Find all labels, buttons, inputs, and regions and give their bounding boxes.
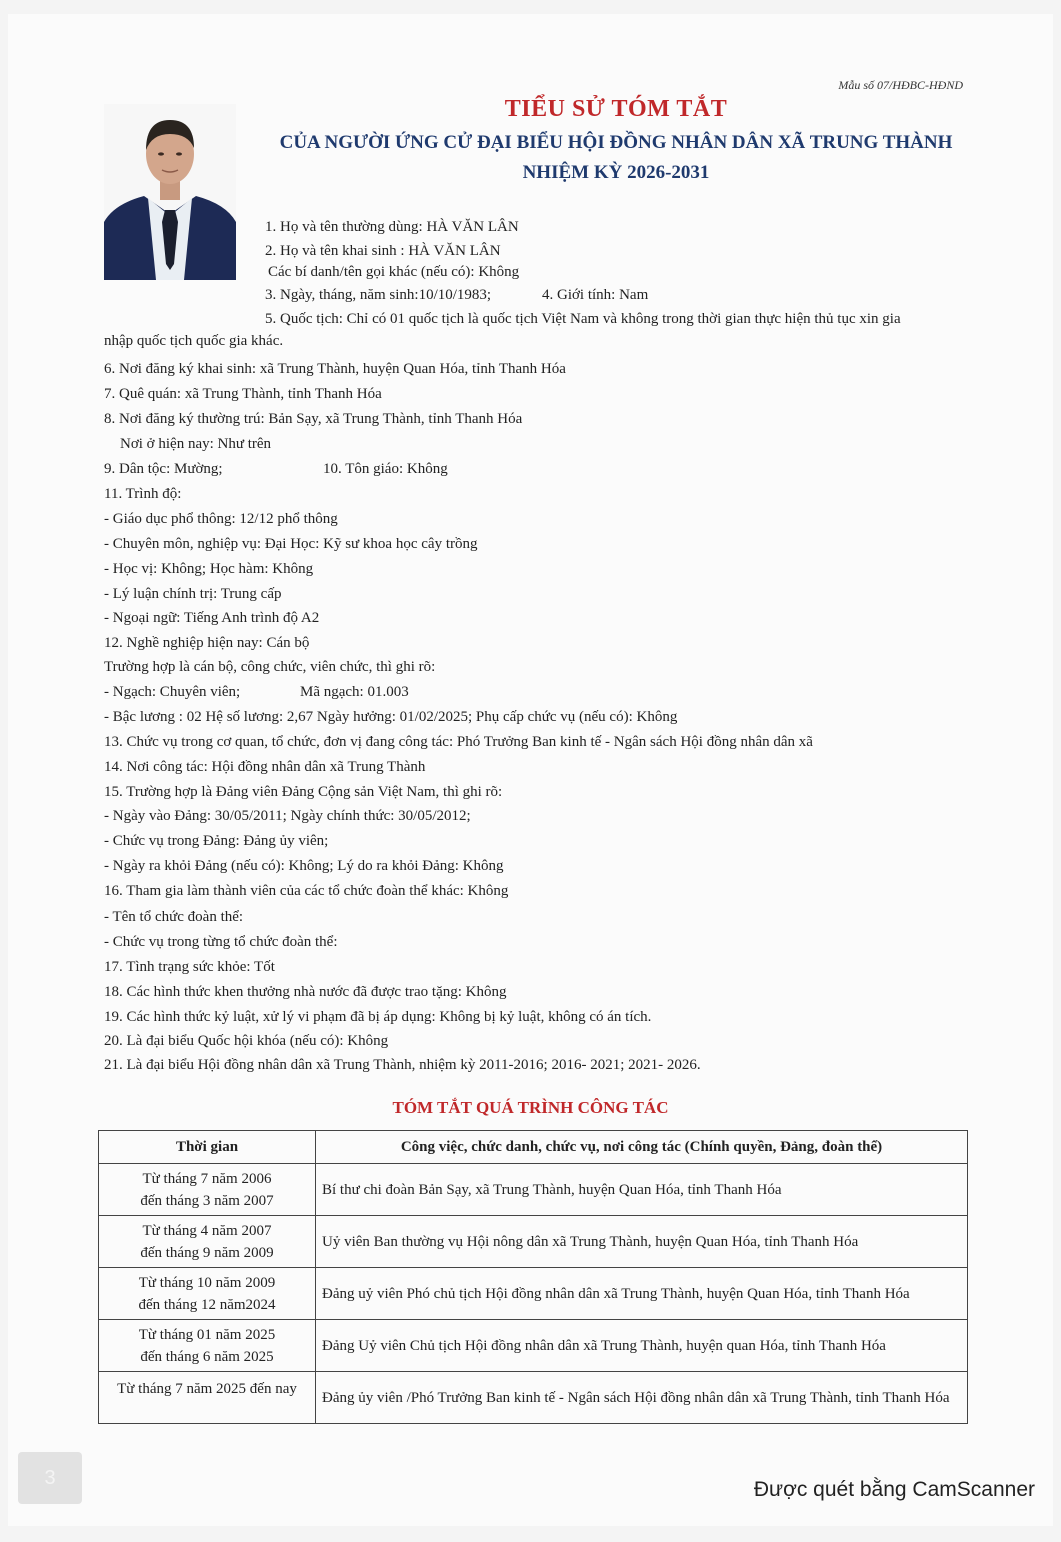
row-time [99, 1164, 316, 1216]
line-hometown: 7. Quê quán: xã Trung Thành, tỉnh Thanh Hóa [104, 386, 382, 402]
line-workplace: 14. Nơi công tác: Hội đồng nhân dân xã Trung Thành [104, 759, 426, 775]
time-from: Từ tháng 7 năm 2025 đến nay [117, 1381, 297, 1397]
time-to: đến tháng 12 năm2024 [138, 1296, 276, 1313]
line-foreign-language: - Ngoại ngữ: Tiếng Anh trình độ A2 [104, 610, 320, 626]
candidate-photo [104, 104, 236, 280]
row-time [99, 1320, 316, 1372]
document-term: NHIỆM KỲ 2026-2031 [522, 162, 710, 183]
document-title: TIỂU SỬ TÓM TẮT [504, 96, 728, 122]
line-health: 17. Tình trạng sức khỏe: Tốt [104, 959, 275, 975]
line-awards: 18. Các hình thức khen thưởng nhà nước đã được trao tặng: Không [104, 984, 507, 1000]
line-nationality-cont: nhập quốc tịch quốc gia khác. [104, 333, 284, 349]
table-row [99, 1372, 968, 1424]
time-to: đến tháng 9 năm 2009 [140, 1244, 274, 1261]
line-rank-code: Mã ngạch: 01.003 [300, 684, 409, 700]
line-birth-name: 2. Họ và tên khai sinh : HÀ VĂN LÂN [265, 243, 501, 259]
line-general-education: - Giáo dục phổ thông: 12/12 phổ thông [104, 511, 338, 527]
row-job: Đảng Uỷ viên Chủ tịch Hội đồng nhân dân xã Trung Thành, huyện quan Hóa, tỉnh Thanh Hóa [316, 1320, 968, 1372]
line-organization-position: - Chức vụ trong từng tổ chức đoàn thể: [104, 934, 338, 950]
table-row [99, 1320, 968, 1372]
work-history-title: TÓM TẮT QUÁ TRÌNH CÔNG TÁC [392, 1098, 669, 1117]
table-header-row [99, 1131, 968, 1164]
line-salary: - Bậc lương : 02 Hệ số lương: 2,67 Ngày hưởng: 01/02/2025; Phụ cấp chức vụ (nếu có): Không [104, 709, 678, 725]
line-date-of-birth: 3. Ngày, tháng, năm sinh:10/10/1983; [265, 287, 492, 303]
row-job: Bí thư chi đoàn Bản Sạy, xã Trung Thành, huyện Quan Hóa, tỉnh Thanh Hóa [316, 1164, 968, 1216]
line-birth-registration: 6. Nơi đăng ký khai sinh: xã Trung Thành, huyện Quan Hóa, tỉnh Thanh Hóa [104, 361, 566, 377]
header-job: Công việc, chức danh, chức vụ, nơi công tác (Chính quyền, Đảng, đoàn thể) [316, 1131, 968, 1164]
line-gender: 4. Giới tính: Nam [542, 287, 649, 303]
table-row [99, 1268, 968, 1320]
line-political-theory: - Lý luận chính trị: Trung cấp [104, 586, 282, 602]
row-job: Đảng ủy viên /Phó Trưởng Ban kinh tế - Ngân sách Hội đồng nhân dân xã Trung Thành, tỉnh Thanh Hóa [316, 1372, 968, 1424]
line-rank: - Ngạch: Chuyên viên; [104, 684, 241, 700]
time-from: Từ tháng 10 năm 2009 [138, 1274, 276, 1291]
form-number: Mẫu số 07/HĐBC-HĐND [838, 78, 963, 92]
line-organizations: 16. Tham gia làm thành viên của các tổ chức đoàn thể khác: Không [104, 883, 509, 899]
line-party-position: - Chức vụ trong Đảng: Đảng ủy viên; [104, 833, 329, 849]
line-occupation: 12. Nghề nghiệp hiện nay: Cán bộ [104, 635, 310, 651]
scanner-watermark: Được quét bằng CamScanner [753, 1478, 1035, 1501]
line-national-assembly: 20. Là đại biểu Quốc hội khóa (nếu có): Không [104, 1033, 389, 1049]
time-to: đến tháng 6 năm 2025 [140, 1348, 274, 1365]
work-history-table [98, 1130, 968, 1424]
time-from: Từ tháng 4 năm 2007 [142, 1222, 272, 1239]
line-permanent-residence: 8. Nơi đăng ký thường trú: Bản Sạy, xã Trung Thành, tỉnh Thanh Hóa [104, 411, 523, 427]
row-time [99, 1372, 316, 1424]
line-organization-name: - Tên tổ chức đoàn thể: [104, 909, 244, 925]
line-party-exit: - Ngày ra khỏi Đảng (nếu có): Không; Lý do ra khỏi Đảng: Không [104, 858, 504, 874]
line-council-terms: 21. Là đại biểu Hội đồng nhân dân xã Trung Thành, nhiệm kỳ 2011-2016; 2016- 2021; 2021- 2026. [104, 1057, 701, 1073]
line-aliases: Các bí danh/tên gọi khác (nếu có): Không [268, 264, 520, 280]
time-from: Từ tháng 7 năm 2006 [142, 1170, 272, 1187]
time-to: đến tháng 3 năm 2007 [140, 1192, 274, 1209]
table-row [99, 1216, 968, 1268]
line-ethnicity: 9. Dân tộc: Mường; [104, 461, 223, 477]
row-time [99, 1216, 316, 1268]
line-discipline: 19. Các hình thức kỷ luật, xử lý vi phạm đã bị áp dụng: Không bị kỷ luật, không có án tích. [104, 1009, 652, 1025]
line-common-name: 1. Họ và tên thường dùng: HÀ VĂN LÂN [265, 219, 519, 235]
header-time: Thời gian [99, 1131, 316, 1164]
row-time [99, 1268, 316, 1320]
line-current-residence: Nơi ở hiện nay: Như trên [120, 436, 272, 452]
line-civil-servant-note: Trường hợp là cán bộ, công chức, viên chức, thì ghi rõ: [104, 659, 436, 675]
page-number-badge: 3 [18, 1452, 82, 1504]
line-party-dates: - Ngày vào Đảng: 30/05/2011; Ngày chính thức: 30/05/2012; [104, 808, 471, 824]
document-subtitle: CỦA NGƯỜI ỨNG CỬ ĐẠI BIỂU HỘI ĐỒNG NHÂN DÂN XÃ TRUNG THÀNH [279, 132, 953, 153]
time-from: Từ tháng 01 năm 2025 [138, 1326, 276, 1343]
line-education-heading: 11. Trình độ: [104, 486, 182, 502]
line-nationality: 5. Quốc tịch: Chỉ có 01 quốc tịch là quốc tịch Việt Nam và không trong thời gian thực hiện thủ tục xin gia [265, 311, 901, 327]
line-position: 13. Chức vụ trong cơ quan, tổ chức, đơn vị đang công tác: Phó Trưởng Ban kinh tế - Ngân sách Hội đồng nhân dân xã [104, 734, 813, 750]
line-party-heading: 15. Trường hợp là Đảng viên Đảng Cộng sản Việt Nam, thì ghi rõ: [104, 784, 503, 800]
row-job: Đảng uỷ viên Phó chủ tịch Hội đồng nhân dân xã Trung Thành, huyện Quan Hóa, tỉnh Thanh Hóa [316, 1268, 968, 1320]
row-job: Uỷ viên Ban thường vụ Hội nông dân xã Trung Thành, huyện Quan Hóa, tỉnh Thanh Hóa [316, 1216, 968, 1268]
line-professional: - Chuyên môn, nghiệp vụ: Đại Học: Kỹ sư khoa học cây trồng [104, 536, 478, 552]
line-religion: 10. Tôn giáo: Không [323, 461, 448, 477]
line-degree: - Học vị: Không; Học hàm: Không [104, 561, 314, 577]
table-row [99, 1164, 968, 1216]
